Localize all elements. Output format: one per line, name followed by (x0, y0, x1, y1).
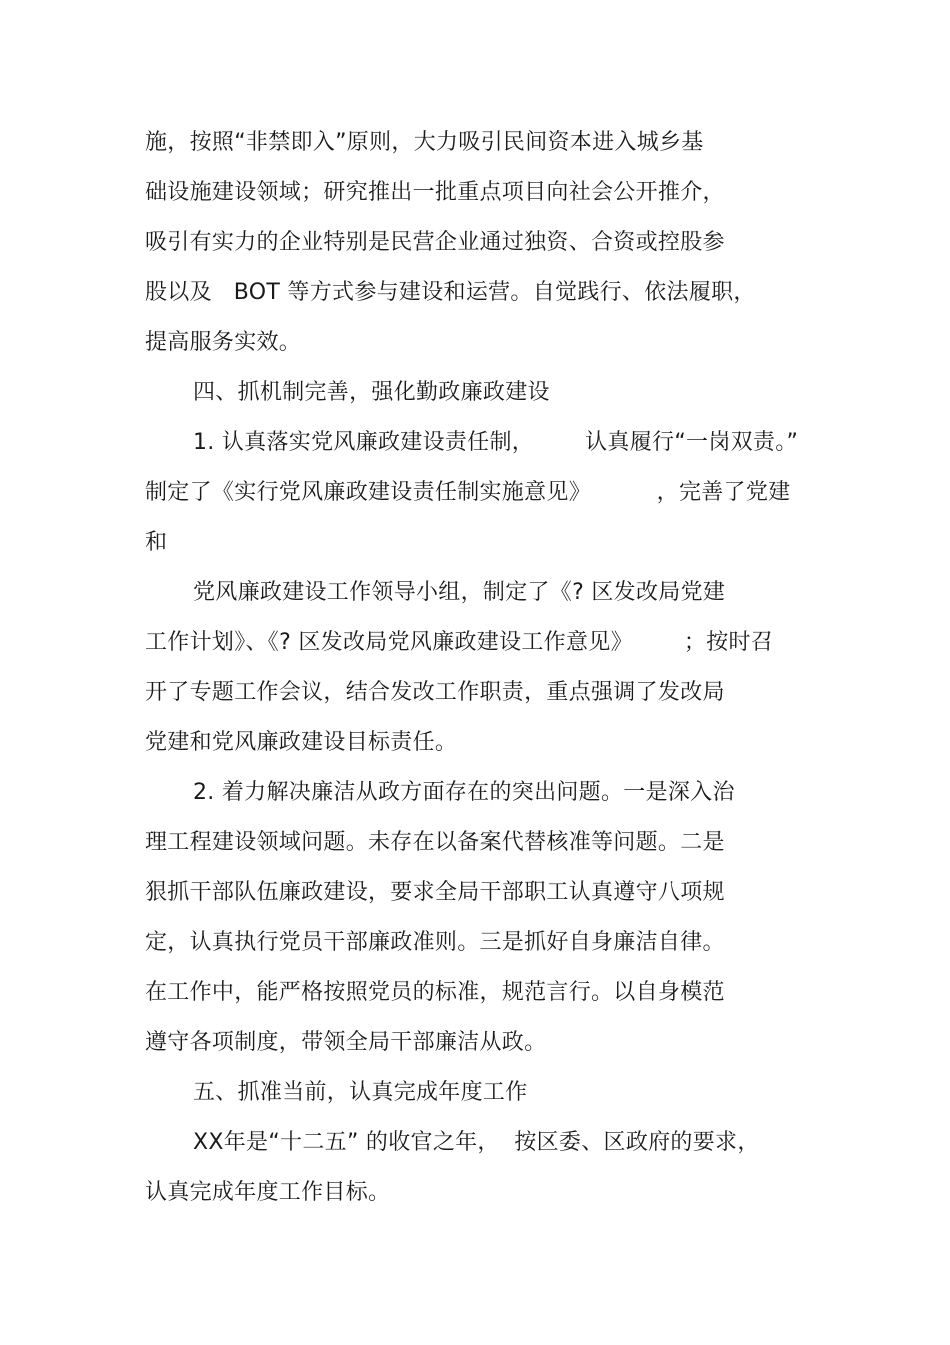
text-line: 认真完成年度工作目标。 (145, 1180, 391, 1205)
text-line: 础设施建设领域；研究推出一批重点项目向社会公开推介， (145, 180, 725, 205)
text-line: 制定了《实行党风廉政建设责任制实施意见》 ，完善了党建 (145, 480, 791, 505)
text-line: 工作计划》、《? 区发改局党风廉政建设工作意见》 ；按时召 (145, 630, 774, 655)
section-heading: 四、抓机制完善，强化勤政廉政建设 (193, 380, 550, 405)
text-line: 遵守各项制度，带领全局干部廉洁从政。 (145, 1030, 547, 1055)
text-line: 党建和党风廉政建设目标责任。 (145, 730, 458, 755)
text-line: 提高服务实效。 (145, 330, 302, 355)
text-line: 1. 认真落实党风廉政建设责任制， 认真履行“一岗双责。” (193, 430, 799, 455)
text-line: 党风廉政建设工作领导小组，制定了《? 区发改局党建 (193, 580, 726, 605)
text-line: 理工程建设领域问题。未存在以备案代替核准等问题。二是 (145, 830, 725, 855)
text-line: 2. 着力解决廉洁从政方面存在的突出问题。一是深入治 (193, 780, 735, 805)
text-line: 在工作中，能严格按照党员的标准，规范言行。以自身模范 (145, 980, 725, 1005)
text-line: 开了专题工作会议，结合发改工作职责，重点强调了发改局 (145, 680, 725, 705)
text-line: 定，认真执行党员干部廉政准则。三是抓好自身廉洁自律。 (145, 930, 725, 955)
text-line: 狠抓干部队伍廉政建设，要求全局干部职工认真遵守八项规 (145, 880, 725, 905)
section-heading: 五、抓准当前，认真完成年度工作 (193, 1080, 528, 1105)
text-line: XX年是“十二五” 的收官之年， 按区委、区政府的要求， (193, 1130, 760, 1155)
text-line: 施，按照“非禁即入”原则，大力吸引民间资本进入城乡基 (145, 130, 704, 155)
text-line: 和 (145, 530, 168, 555)
text-line: 吸引有实力的企业特别是民营企业通过独资、合资或控股参 (145, 230, 725, 255)
text-line: 股以及 BOT 等方式参与建设和运营。自觉践行、依法履职， (145, 280, 756, 305)
